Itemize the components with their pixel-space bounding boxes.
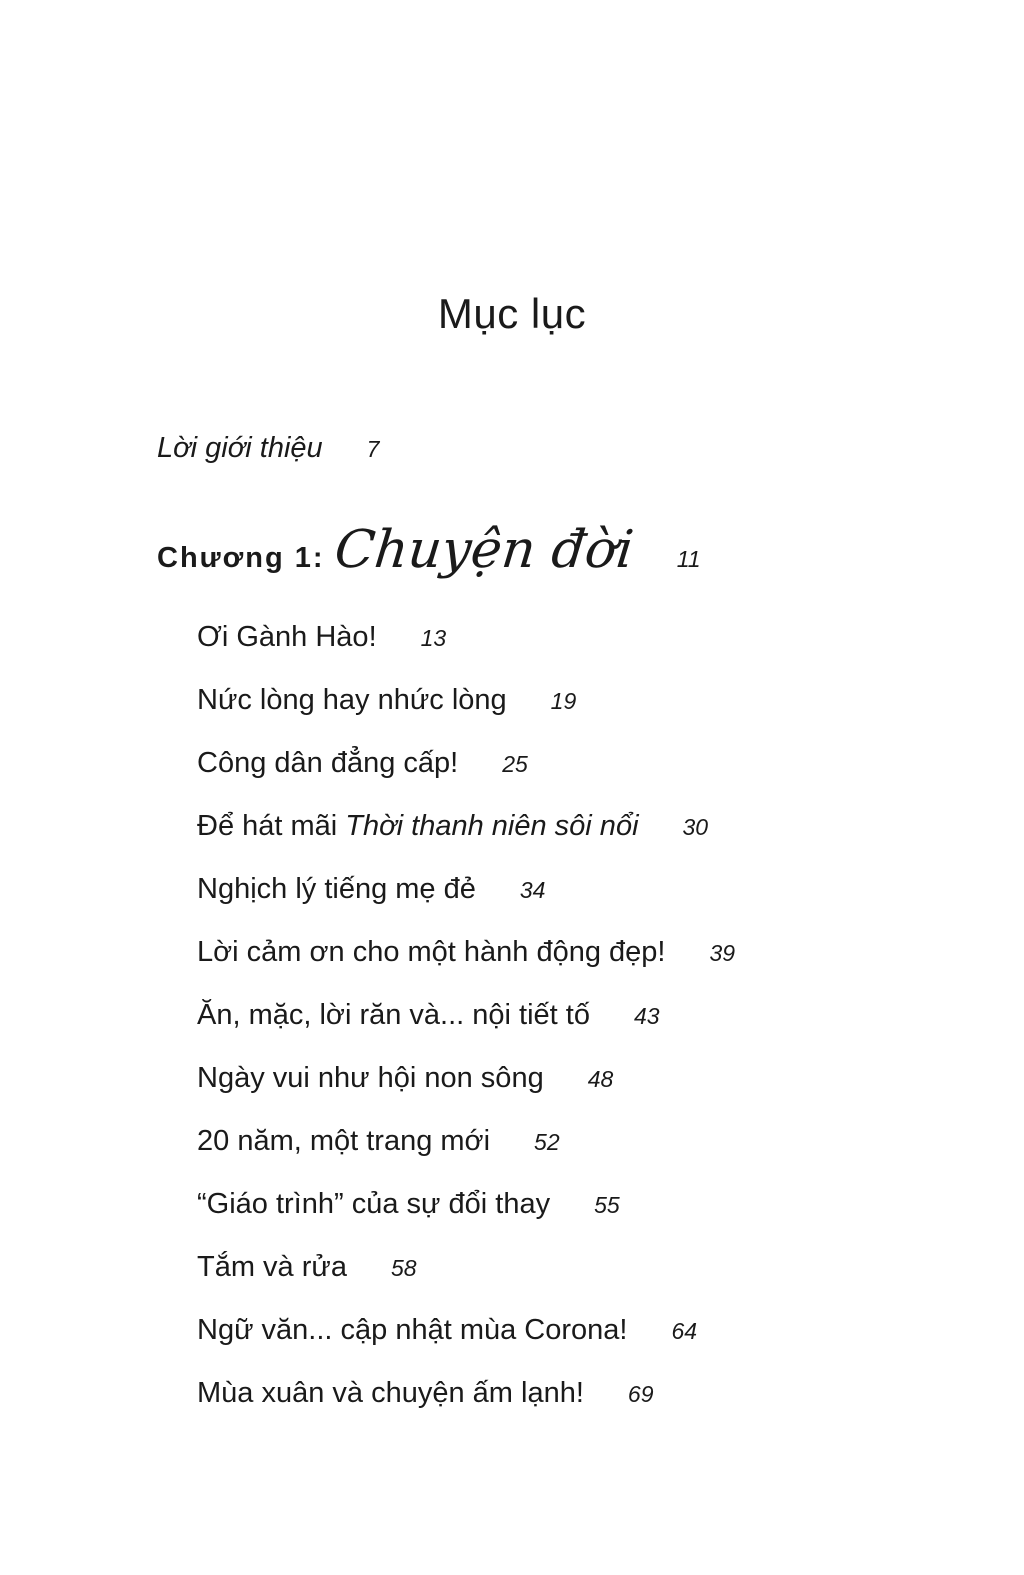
toc-entry-page-number: 64 xyxy=(671,1318,698,1344)
toc-intro-label: Lời giới thiệu xyxy=(157,432,323,464)
toc-entry-title: Nghịch lý tiếng mẹ đẻ xyxy=(197,873,476,905)
toc-entry[interactable] xyxy=(197,1120,735,1183)
toc-entry-title: Ăn, mặc, lời răn và... nội tiết tố xyxy=(197,999,590,1031)
toc-entry[interactable] xyxy=(197,1309,735,1372)
toc-entry[interactable] xyxy=(197,1057,735,1120)
toc-entry-page-number: 48 xyxy=(587,1066,614,1092)
toc-entry[interactable] xyxy=(197,805,735,868)
toc-intro-page-number: 7 xyxy=(366,436,380,462)
toc-entry[interactable] xyxy=(197,868,735,931)
toc-entry-list xyxy=(197,616,735,1435)
toc-entry-page-number: 25 xyxy=(502,751,528,777)
toc-entry[interactable] xyxy=(197,1246,735,1309)
toc-entry-title: Mùa xuân và chuyện ấm lạnh! xyxy=(197,1377,584,1409)
toc-entry-page-number: 13 xyxy=(420,625,447,651)
toc-entry[interactable] xyxy=(197,994,735,1057)
chapter-page-number: 11 xyxy=(676,546,701,572)
toc-entry[interactable] xyxy=(197,1372,735,1435)
toc-entry-title-italic: Thời thanh niên sôi nổi xyxy=(345,810,639,842)
toc-entry[interactable] xyxy=(197,931,735,994)
toc-entry-page-number: 43 xyxy=(633,1003,660,1029)
toc-entry-title: Ngày vui như hội non sông xyxy=(197,1062,544,1094)
chapter-label: Chương 1: xyxy=(157,542,325,574)
page-title: Mục lục xyxy=(437,290,587,337)
toc-entry-page-number: 30 xyxy=(682,814,709,840)
toc-entry-title: “Giáo trình” của sự đổi thay xyxy=(197,1188,551,1220)
toc-entry-title: Để hát mãi xyxy=(197,810,346,842)
toc-entry-page-number: 58 xyxy=(390,1255,417,1281)
toc-entry-page-number: 34 xyxy=(519,877,546,903)
toc-entry[interactable] xyxy=(197,1183,735,1246)
toc-entry-title: Ngữ văn... cập nhật mùa Corona! xyxy=(197,1314,628,1346)
toc-entry-page-number: 52 xyxy=(534,1129,560,1155)
toc-entry-title: Tắm và rửa xyxy=(197,1251,347,1283)
toc-entry-page-number: 69 xyxy=(627,1381,654,1407)
toc-entry-page-number: 55 xyxy=(594,1192,620,1218)
toc-entry-title: Công dân đẳng cấp! xyxy=(197,747,459,779)
toc-entry-title: Nức lòng hay nhức lòng xyxy=(197,684,507,716)
toc-entry-title: 20 năm, một trang mới xyxy=(197,1125,491,1157)
toc-entry-title: Lời cảm ơn cho một hành động đẹp! xyxy=(197,936,666,968)
toc-chapter-heading[interactable] xyxy=(157,520,701,580)
toc-entry-title: Ơi Gành Hào! xyxy=(197,621,377,653)
toc-entry[interactable] xyxy=(197,679,735,742)
chapter-title: Chuyện đời xyxy=(331,520,636,580)
toc-entry[interactable] xyxy=(197,616,735,679)
toc-entry-page-number: 19 xyxy=(550,688,577,714)
toc-entry-page-number: 39 xyxy=(709,940,736,966)
toc-entry[interactable] xyxy=(197,742,735,805)
toc-intro-row[interactable] xyxy=(157,432,379,465)
